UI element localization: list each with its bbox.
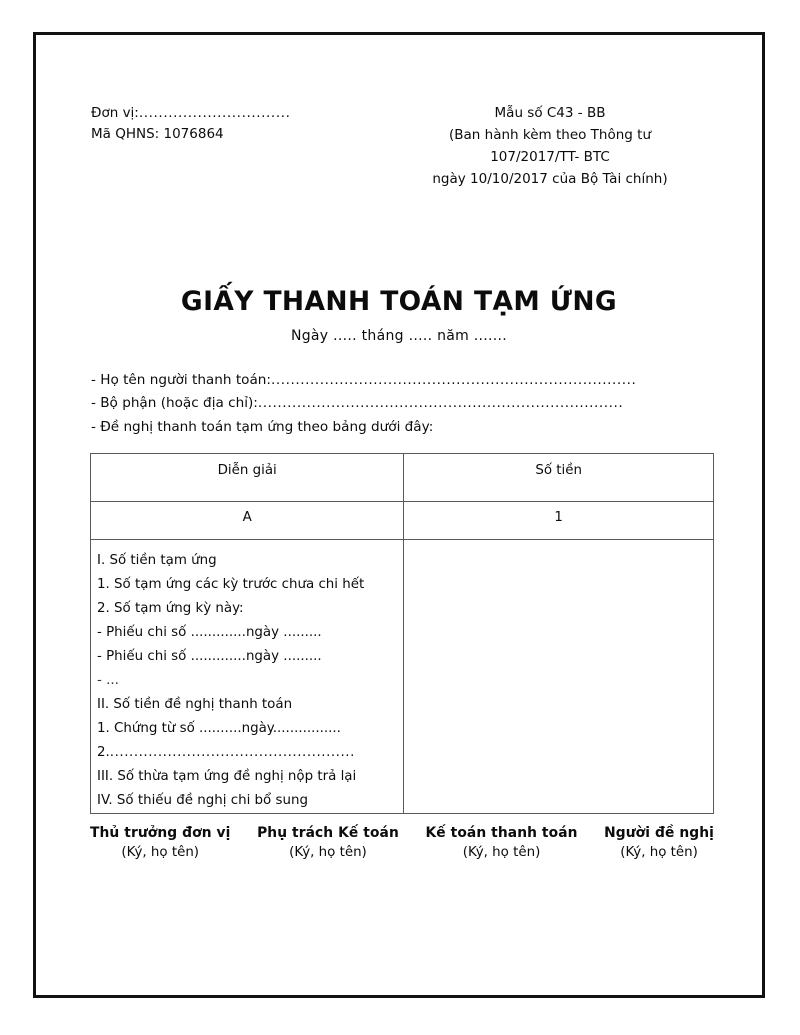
list-item-dots: ...................................................: [109, 744, 355, 760]
list-item: [97, 597, 403, 621]
title-block: [36, 287, 762, 344]
document-page: [33, 32, 765, 998]
table-header-row: [91, 454, 714, 502]
list-item: [97, 765, 403, 789]
issue-line-2: 107/2017/TT- BTC: [490, 148, 610, 165]
field-department: [91, 392, 713, 415]
list-item: [97, 645, 403, 669]
settlement-table-wrapper: [90, 453, 714, 814]
table-subheader-amount: 1: [404, 502, 714, 540]
signature-note: (Ký, họ tên): [462, 845, 541, 860]
table-amount-cell[interactable]: [404, 540, 714, 814]
list-item-text: III. Số thừa tạm ứng đề nghị nộp trả lại: [97, 768, 357, 784]
signature-note: (Ký, họ tên): [620, 845, 698, 860]
header-left-block: [36, 103, 366, 145]
signature-block-chief-accountant: [257, 825, 399, 860]
field-department-label: - Bộ phận (hoặc địa chỉ):: [91, 395, 258, 412]
page-content: [36, 35, 762, 995]
signature-block-requester: [604, 825, 714, 860]
list-item: [97, 741, 403, 765]
table-body-row: [91, 540, 714, 814]
settlement-table: [90, 453, 714, 814]
signature-role: Người đề nghị: [604, 825, 714, 841]
field-payer-name-label: - Họ tên người thanh toán:: [91, 372, 271, 388]
signature-block-head-of-unit: [90, 825, 230, 860]
table-description-cell: [91, 540, 404, 814]
unit-label: Đơn vị:: [91, 105, 139, 121]
signature-role: Phụ trách Kế toán: [257, 825, 399, 841]
field-request-note: [91, 416, 713, 439]
issue-line-3: ngày 10/10/2017 của Bộ Tài chính): [432, 170, 668, 187]
list-item: [97, 549, 403, 573]
list-item-text: 1. Số tạm ứng các kỳ trước chưa chi hết: [97, 576, 365, 592]
list-item: [97, 621, 403, 645]
title-date-line: Ngày ..... tháng ..... năm .......: [290, 328, 508, 345]
list-item-text: IV. Số thiếu đề nghị chi bổ sung: [97, 792, 308, 808]
table-header-description: Diễn giải: [91, 454, 404, 502]
list-item-text: - Phiếu chi số .............ngày .........: [97, 648, 322, 664]
table-subheader-description: A: [91, 502, 404, 540]
qhns-line: Mã QHNS: 1076864: [91, 125, 224, 142]
list-item-text: 2.: [97, 744, 110, 760]
signature-role: Kế toán thanh toán: [425, 825, 578, 841]
signature-row: [90, 825, 714, 860]
declaration-fields: [91, 369, 713, 439]
list-item-text: - Phiếu chi số .............ngày .........: [97, 624, 322, 640]
header-right-block: [366, 103, 762, 190]
signature-note: (Ký, họ tên): [121, 845, 200, 860]
field-request-note-label: - Đề nghị thanh toán tạm ứng theo bảng dưới đây:: [91, 418, 434, 435]
list-item: [97, 669, 403, 693]
signature-role: Thủ trưởng đơn vị: [90, 825, 231, 841]
form-code: Mẫu số C43 - BB: [494, 105, 606, 121]
list-item: [97, 573, 403, 597]
document-header: [36, 103, 762, 190]
signature-block-payment-accountant: [426, 825, 578, 860]
list-item-text: II. Số tiền đề nghị thanh toán: [97, 696, 293, 712]
list-item-text: 1. Chứng từ số ..........ngày................: [97, 720, 341, 736]
list-item-text: I. Số tiền tạm ứng: [97, 553, 217, 568]
unit-line: [91, 103, 366, 124]
field-payer-name-dots: ...........................................................................: [271, 372, 637, 388]
unit-dots: ...............................: [138, 105, 291, 121]
field-department-dots: ...........................................................................: [257, 395, 624, 412]
list-item: [97, 789, 403, 813]
list-item-text: - ...: [97, 672, 119, 688]
page-title: GIẤY THANH TOÁN TẠM ỨNG: [180, 286, 618, 317]
issue-line-1: (Ban hành kèm theo Thông tư: [449, 126, 651, 143]
list-item: [97, 717, 403, 741]
description-list: [97, 549, 403, 813]
list-item-text: 2. Số tạm ứng kỳ này:: [97, 600, 244, 616]
table-subheader-row: [91, 502, 714, 540]
table-header-amount: Số tiền: [404, 454, 714, 502]
signature-note: (Ký, họ tên): [289, 845, 367, 860]
field-payer-name: [91, 369, 713, 392]
list-item: [97, 693, 403, 717]
